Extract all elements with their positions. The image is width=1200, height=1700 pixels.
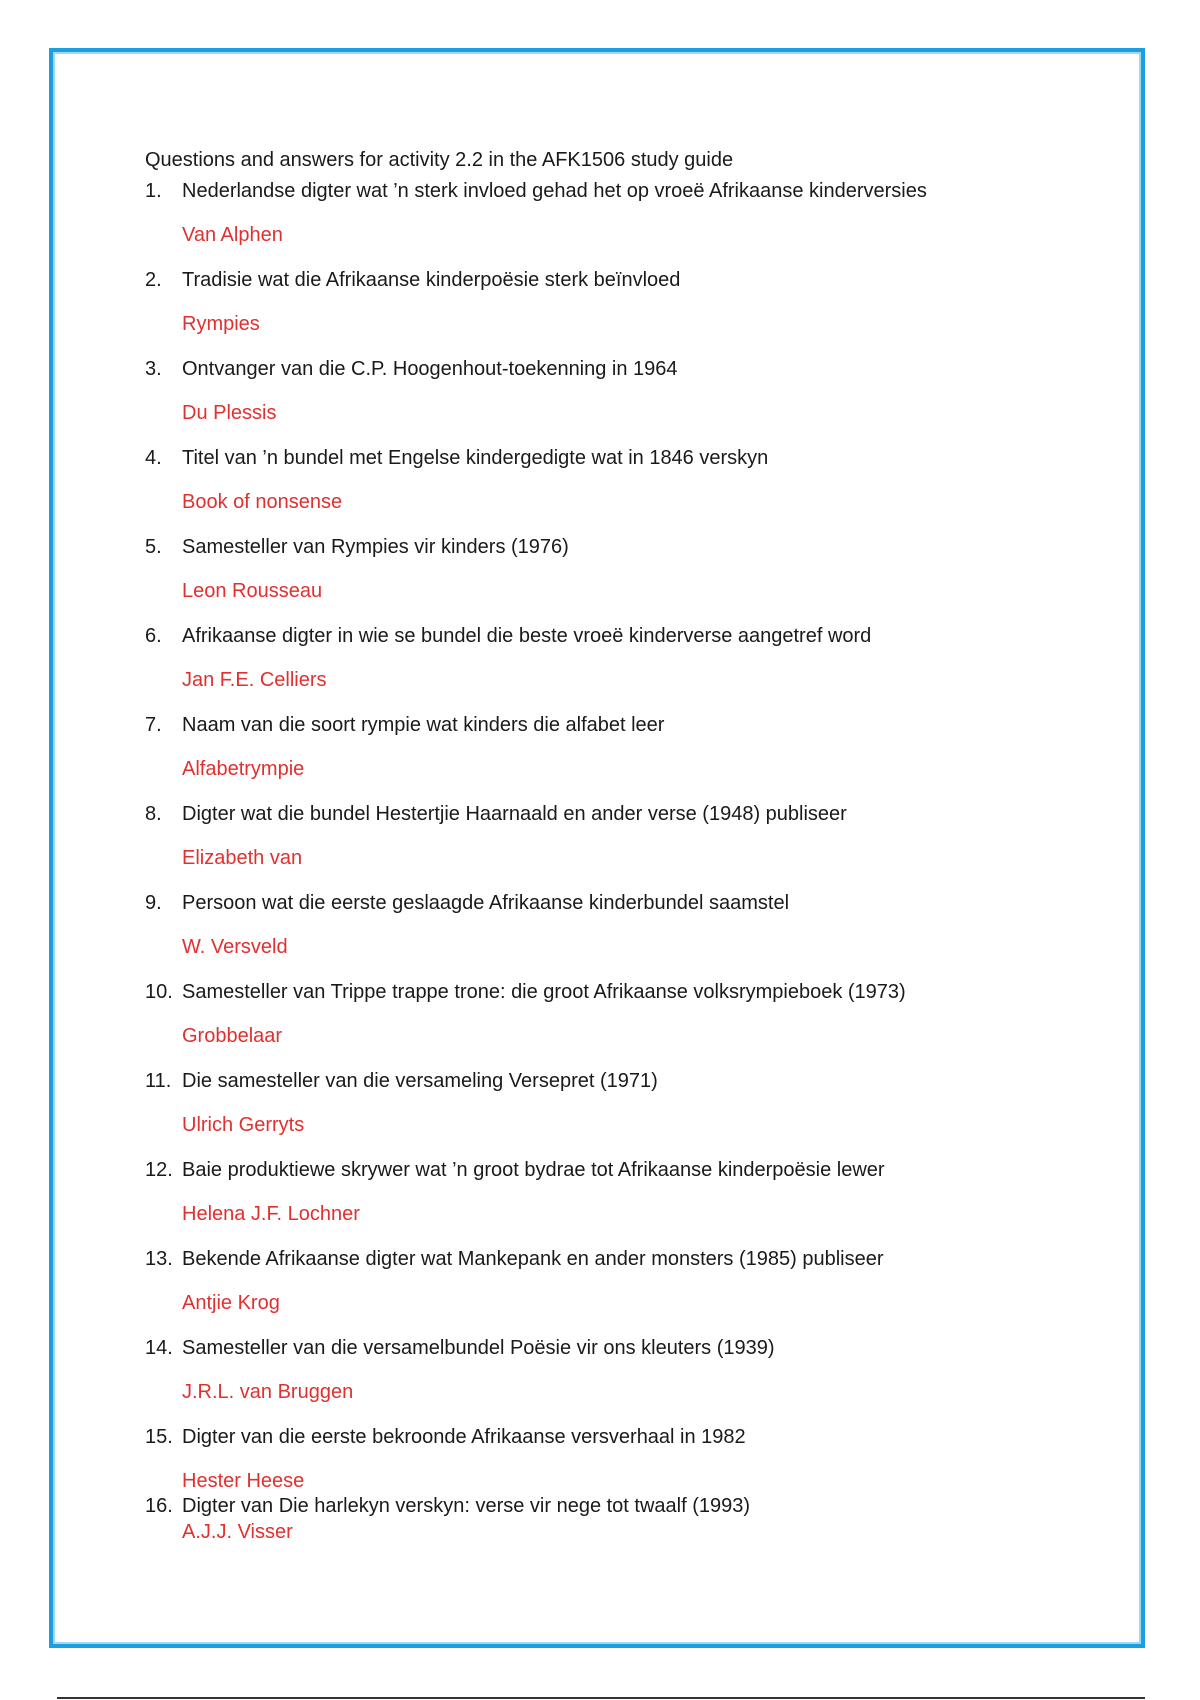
answer-text: Alfabetrympie: [182, 758, 305, 780]
question-number: 14.: [145, 1337, 173, 1359]
answer-text: Van Alphen: [182, 224, 283, 246]
question-row: [145, 979, 1095, 1005]
qa-item: [145, 356, 1095, 445]
question-text: Tradisie wat die Afrikaanse kinderpoësie sterk beïnvloed: [182, 269, 681, 291]
question-text: Nederlandse digter wat ’n sterk invloed gehad het op vroeë Afrikaanse kinderversies: [182, 180, 927, 202]
answer-text: Grobbelaar: [182, 1025, 283, 1047]
question-number: 9.: [145, 892, 162, 914]
question-row: [145, 356, 1095, 382]
answer-text: Du Plessis: [182, 402, 277, 424]
document-heading: Questions and answers for activity 2.2 in the AFK1506 study guide: [145, 149, 734, 171]
question-text: Baie produktiewe skrywer wat ’n groot bydrae tot Afrikaanse kinderpoësie lewer: [182, 1159, 885, 1181]
question-number: 7.: [145, 714, 162, 736]
question-number: 3.: [145, 358, 162, 380]
qa-item: [145, 979, 1095, 1068]
question-text: Afrikaanse digter in wie se bundel die beste vroeë kinderverse aangetref word: [182, 625, 872, 647]
question-number: 8.: [145, 803, 162, 825]
qa-item: [145, 267, 1095, 356]
question-row: [145, 445, 1095, 471]
question-row: [145, 712, 1095, 738]
qa-item: [145, 1246, 1095, 1335]
question-row: [145, 623, 1095, 649]
answer-text: A.J.J. Visser: [182, 1521, 293, 1543]
qa-item: [145, 890, 1095, 979]
qa-item: [145, 445, 1095, 534]
question-text: Digter van die eerste bekroonde Afrikaanse versverhaal in 1982: [182, 1426, 746, 1448]
qa-item: [145, 1493, 1095, 1553]
question-number: 4.: [145, 447, 162, 469]
question-number: 15.: [145, 1426, 173, 1448]
qa-item: [145, 1335, 1095, 1424]
question-number: 16.: [145, 1495, 173, 1517]
question-number: 13.: [145, 1248, 173, 1270]
question-number: 5.: [145, 536, 162, 558]
question-row: [145, 1335, 1095, 1361]
answer-text: Rympies: [182, 313, 260, 335]
question-text: Persoon wat die eerste geslaagde Afrikaanse kinderbundel saamstel: [182, 892, 790, 914]
question-number: 11.: [145, 1070, 172, 1092]
question-number: 2.: [145, 269, 162, 291]
question-row: [145, 890, 1095, 916]
answer-text: Ulrich Gerryts: [182, 1114, 305, 1136]
qa-item: [145, 1424, 1095, 1493]
question-number: 6.: [145, 625, 162, 647]
question-row: [145, 1068, 1095, 1094]
question-number: 10.: [145, 981, 173, 1003]
answer-text: Book of nonsense: [182, 491, 343, 513]
question-row: [145, 1157, 1095, 1183]
question-row: [145, 1424, 1095, 1450]
question-text: Bekende Afrikaanse digter wat Mankepank en ander monsters (1985) publiseer: [182, 1248, 884, 1270]
qa-item: [145, 801, 1095, 890]
question-row: [145, 1246, 1095, 1272]
question-text: Digter wat die bundel Hestertjie Haarnaald en ander verse (1948) publiseer: [182, 803, 847, 825]
question-row: [145, 534, 1095, 560]
document-content: [145, 148, 1095, 1553]
question-text: Samesteller van die versamelbundel Poësie vir ons kleuters (1939): [182, 1337, 775, 1359]
answer-text: Leon Rousseau: [182, 580, 323, 602]
question-text: Digter van Die harlekyn verskyn: verse vir nege tot twaalf (1993): [182, 1495, 751, 1517]
qa-item: [145, 1157, 1095, 1246]
question-row: [145, 801, 1095, 827]
question-number: 1.: [145, 180, 162, 202]
answer-text: Jan F.E. Celliers: [182, 669, 327, 691]
question-row: [145, 178, 1095, 204]
question-text: Samesteller van Rympies vir kinders (1976): [182, 536, 569, 558]
answer-text: Hester Heese: [182, 1470, 305, 1492]
answer-text: W. Versveld: [182, 936, 288, 958]
question-row: [145, 267, 1095, 293]
qa-item: [145, 178, 1095, 267]
qa-item: [145, 623, 1095, 712]
answer-text: J.R.L. van Bruggen: [182, 1381, 354, 1403]
question-row: [145, 1493, 1095, 1519]
answer-text: Helena J.F. Lochner: [182, 1203, 360, 1225]
question-number: 12.: [145, 1159, 173, 1181]
qa-item: [145, 712, 1095, 801]
question-text: Naam van die soort rympie wat kinders die alfabet leer: [182, 714, 665, 736]
question-text: Ontvanger van die C.P. Hoogenhout-toekenning in 1964: [182, 358, 678, 380]
answer-text: Antjie Krog: [182, 1292, 280, 1314]
question-text: Titel van ’n bundel met Engelse kindergedigte wat in 1846 verskyn: [182, 447, 769, 469]
question-text: Die samesteller van die versameling Versepret (1971): [182, 1070, 658, 1092]
qa-list: [145, 178, 1095, 1553]
qa-item: [145, 1068, 1095, 1157]
bottom-divider: [57, 1697, 1145, 1699]
question-text: Samesteller van Trippe trappe trone: die groot Afrikaanse volksrympieboek (1973): [182, 981, 906, 1003]
qa-item: [145, 534, 1095, 623]
answer-text: Elizabeth van: [182, 847, 303, 869]
